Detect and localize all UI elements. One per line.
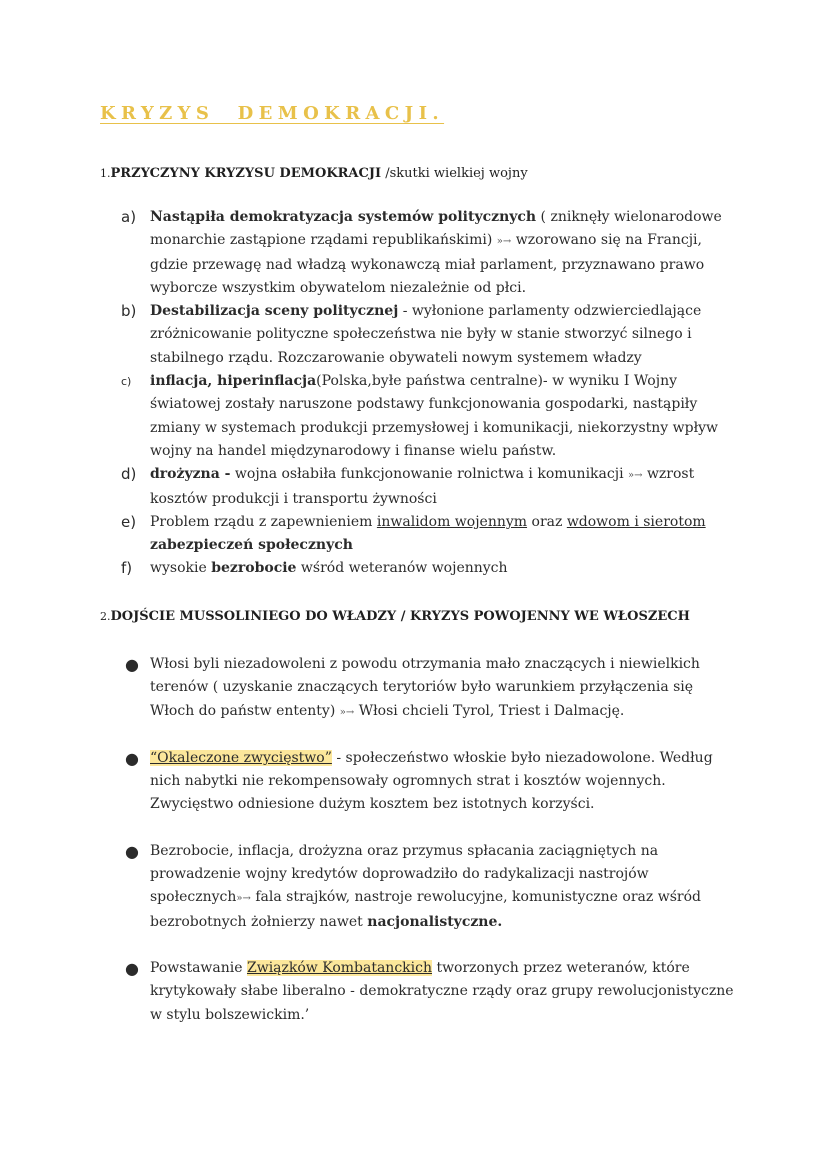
section-1-subtitle: /skutki wielkiej wojny bbox=[381, 166, 528, 181]
bullet-item bbox=[121, 840, 741, 934]
item-text: oraz bbox=[527, 513, 567, 530]
item-bold-text: Destabilizacja sceny politycznej bbox=[150, 303, 399, 320]
bullet-item bbox=[121, 653, 741, 724]
list-item-f bbox=[121, 557, 741, 580]
list-item-c bbox=[121, 370, 741, 463]
item-text: Włosi byli niezadowoleni z powodu otrzymania mało znaczących i niewielkich terenów ( uzyskanie znaczących terytoriów było warunkiem przyłączenia się Włoch do państw ententy) bbox=[150, 656, 700, 719]
list-marker: d) bbox=[121, 465, 137, 484]
list-marker: e) bbox=[121, 512, 137, 531]
item-bold-text: zabezpieczeń społecznych bbox=[150, 537, 353, 554]
list-item-a bbox=[121, 206, 741, 300]
arrow-icon: »→ bbox=[496, 236, 512, 248]
item-text: wśród weteranów wojennych bbox=[296, 560, 508, 577]
list-marker: a) bbox=[121, 208, 137, 226]
bullet-icon: ● bbox=[125, 841, 139, 861]
item-text: fala strajków, nastroje rewolucyjne, komunistyczne oraz wśród bezrobotnych żołnierzy nawet bbox=[150, 889, 701, 930]
list-marker: f) bbox=[121, 559, 133, 578]
section-2-number: 2. bbox=[100, 610, 111, 623]
item-text: wzorowano się na Francji, gdzie przewagę nad władzą wykonawczą miał parlament, przyznawano prawo wyborcze wszystkim obywatelom niezależnie od płci. bbox=[150, 232, 705, 296]
bullet-item bbox=[121, 957, 741, 1027]
arrow-icon: »→ bbox=[236, 893, 251, 905]
section-1-heading bbox=[100, 166, 528, 181]
section-1-list bbox=[121, 206, 741, 581]
item-text: - społeczeństwo włoskie było niezadowolone. Według nich nabytki nie rekompensowały ogromnych strat i kosztów wojennych. Zwycięstwo odniesione dużym kosztem bez istotnych korzyści. bbox=[150, 749, 713, 813]
bullet-icon: ● bbox=[125, 958, 139, 978]
highlighted-text: “Okaleczone zwycięstwo” bbox=[150, 749, 332, 766]
item-text: (Polska,byłe państwa centralne)- w wyniku I Wojny światowej zostały naruszone podstawy funkcjonowania gospodarki, nastąpiły zmiany w systemach produkcji przemysłowej i komunikacji, niekorzystny wpływ wojny na handel międzynarodowy i finanse wielu państw. bbox=[150, 373, 719, 459]
arrow-icon: »→ bbox=[628, 470, 643, 482]
item-text: Problem rządu z zapewnieniem bbox=[150, 513, 377, 530]
item-text: wojna osłabiła funkcjonowanie rolnictwa i komunikacji bbox=[230, 466, 628, 483]
section-2-heading bbox=[100, 609, 690, 624]
bullet-icon: ● bbox=[125, 748, 139, 768]
section-2-list bbox=[121, 653, 741, 1027]
list-marker: b) bbox=[121, 302, 137, 321]
item-text: Bezrobocie, inflacja, drożyzna oraz przymus spłacania zaciągniętych na prowadzenie wojny kredytów doprowadziło do radykalizacji nastrojów społecznych bbox=[150, 842, 659, 906]
arrow-icon: »→ bbox=[339, 706, 355, 718]
bullet-icon: ● bbox=[125, 655, 139, 674]
item-text: - wyłonione parlamenty odzwierciedlające zróżnicowanie polityczne społeczeństwa nie były w stanie stworzyć silnego i stabilnego rządu. Rozczarowanie obywateli nowym systemem władzy bbox=[150, 303, 702, 366]
list-marker: c) bbox=[121, 375, 132, 389]
section-1-title: PRZYCZYNY KRYZYSU DEMOKRACJI bbox=[110, 166, 382, 181]
item-text: tworzonych przez weteranów, które krytykowały słabe liberalno - demokratyczne rządy oraz grupy rewolucjonistyczne w stylu bolszewickim.’ bbox=[150, 959, 734, 1023]
section-1-number: 1. bbox=[100, 167, 111, 180]
list-item-b bbox=[121, 300, 741, 370]
underlined-text: inwalidom wojennym bbox=[376, 513, 528, 530]
document-title: KRYZYS DEMOKRACJI. bbox=[100, 103, 445, 124]
item-text: wysokie bbox=[150, 560, 212, 577]
section-2-title: DOJŚCIE MUSSOLINIEGO DO WŁADZY / KRYZYS POWOJENNY WE WŁOSZECH bbox=[110, 609, 690, 624]
item-text: wzrost kosztów produkcji i transportu żywności bbox=[150, 466, 695, 507]
item-text: Powstawanie bbox=[150, 959, 247, 976]
item-bold-text: bezrobocie bbox=[211, 560, 297, 577]
bullet-item bbox=[121, 747, 741, 817]
list-item-e bbox=[121, 511, 741, 558]
item-bold-text: nacjonalistyczne. bbox=[367, 913, 503, 930]
item-bold-text: drożyzna - bbox=[150, 466, 231, 483]
underlined-text: wdowom i sierotom bbox=[566, 513, 706, 530]
highlighted-text: Związków Kombatanckich bbox=[246, 959, 432, 976]
item-text: ( zniknęły wielonarodowe monarchie zastąpione rządami republikańskimi) bbox=[150, 209, 722, 249]
item-text: Włosi chcieli Tyrol, Triest i Dalmację. bbox=[354, 702, 625, 719]
item-bold-text: Nastąpiła demokratyzacja systemów politycznych bbox=[150, 209, 537, 225]
list-item-d bbox=[121, 463, 741, 511]
item-bold-text: inflacja, hiperinflacja bbox=[150, 373, 317, 390]
